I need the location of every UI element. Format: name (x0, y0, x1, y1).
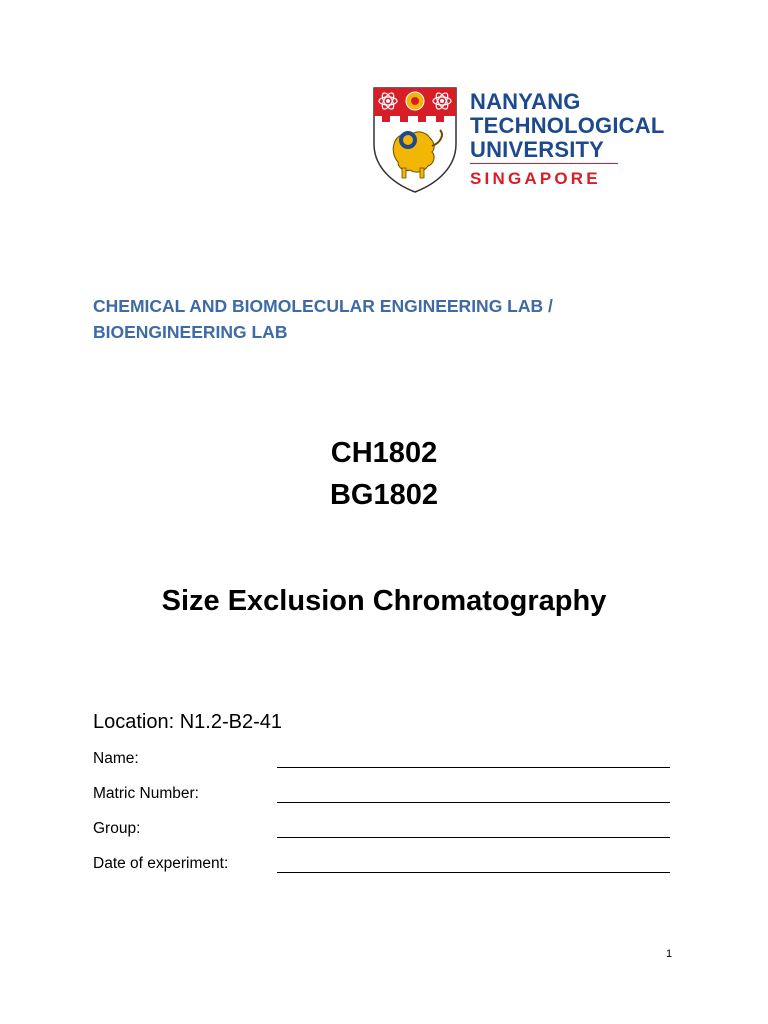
logo-line-singapore: SINGAPORE (470, 169, 601, 188)
matric-number-field-row (93, 780, 673, 808)
group-label: Group: (93, 820, 141, 837)
date-of-experiment-label: Date of experiment: (93, 855, 229, 872)
group-field-row (93, 815, 673, 843)
lab-heading-line2: BIOENGINEERING LAB (93, 322, 288, 342)
group-fill-line[interactable] (277, 837, 670, 838)
document-title: Size Exclusion Chromatography (161, 585, 607, 617)
page-number: 1 (666, 948, 673, 960)
ntu-logo (372, 86, 682, 196)
logo-divider (470, 163, 618, 164)
university-name (470, 90, 664, 162)
date-of-experiment-fill-line[interactable] (277, 872, 670, 873)
ntu-crest-icon (372, 86, 458, 194)
course-codes (0, 432, 768, 516)
course-code-bg: BG1802 (329, 479, 438, 511)
matric-number-label: Matric Number: (93, 785, 199, 802)
logo-line-technological: TECHNOLOGICAL (470, 113, 665, 138)
matric-number-fill-line[interactable] (277, 802, 670, 803)
logo-line-nanyang: NANYANG (470, 89, 581, 114)
course-code-ch: CH1802 (330, 437, 438, 469)
location-text: Location: N1.2-B2-41 (93, 711, 283, 733)
name-fill-line[interactable] (277, 767, 670, 768)
name-field-row (93, 745, 673, 773)
lab-heading (93, 293, 693, 345)
lab-heading-line1: CHEMICAL AND BIOMOLECULAR ENGINEERING LAB / (93, 296, 553, 316)
date-of-experiment-field-row (93, 850, 673, 878)
logo-line-university: UNIVERSITY (470, 137, 605, 162)
name-label: Name: (93, 750, 139, 767)
